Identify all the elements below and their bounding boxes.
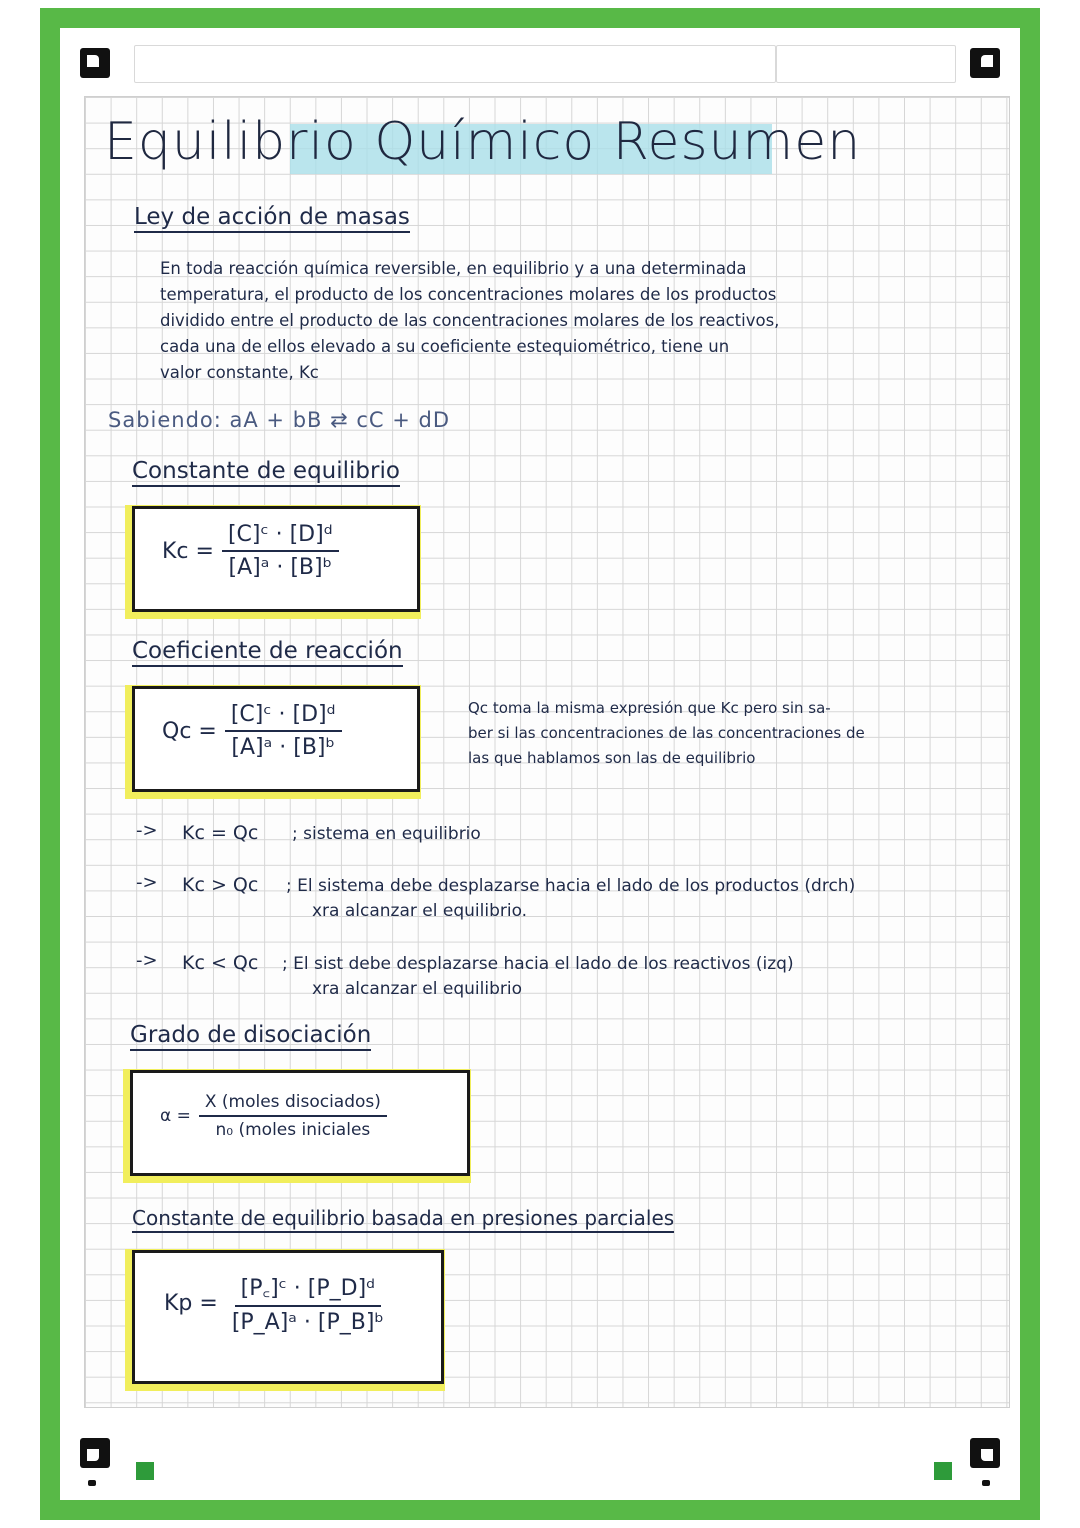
corner-marker-icon: [970, 48, 1000, 78]
green-square-icon: [934, 1462, 952, 1480]
formula-numerator: [C]ᶜ · [D]ᵈ: [225, 702, 342, 732]
corner-marker-icon: [970, 1438, 1000, 1468]
formula-lhs: Kp =: [164, 1291, 218, 1316]
condition-text: xra alcanzar el equilibrio.: [312, 901, 528, 921]
formula-lhs: Qc =: [162, 718, 217, 744]
formula-kc: [162, 522, 339, 580]
note-line: las que hablamos son las de equilibrio: [468, 749, 756, 767]
formula-denominator: [A]ᵃ · [B]ᵇ: [228, 555, 333, 580]
condition-relation: Kc = Qc: [182, 822, 259, 844]
condition-relation: Kc < Qc: [182, 952, 259, 974]
arrow-icon: ->: [136, 872, 158, 893]
formula-numerator: [P꜀]ᶜ · [P_D]ᵈ: [235, 1272, 381, 1307]
formula-lhs: Kc =: [162, 538, 214, 564]
heading-ley-accion-masas: Ley de acción de masas: [134, 204, 410, 233]
formula-denominator: [A]ᵃ · [B]ᵇ: [231, 735, 335, 760]
paragraph-line: En toda reacción química reversible, en equilibrio y a una determinada: [160, 259, 747, 278]
page-title: Equilibrio Químico Resumen: [104, 112, 862, 172]
green-square-icon: [136, 1462, 154, 1480]
corner-marker-icon: [80, 48, 110, 78]
paragraph-line: temperatura, el producto de los concentraciones molares de los productos: [160, 285, 777, 304]
condition-text: xra alcanzar el equilibrio: [312, 979, 522, 999]
condition-relation: Kc > Qc: [182, 874, 259, 896]
ley-paragraph: [160, 256, 1005, 386]
heading-grado-disociacion: Grado de disociación: [130, 1022, 371, 1051]
header-field-right: [776, 45, 956, 83]
formula-numerator: X (moles disociados): [199, 1092, 387, 1117]
heading-coeficiente-reaccion: Coeficiente de reacción: [132, 638, 403, 667]
arrow-icon: ->: [136, 950, 158, 971]
reaction-equation: Sabiendo: aA + bB ⇄ cC + dD: [108, 408, 451, 432]
formula-denominator: [P_A]ᵃ · [P_B]ᵇ: [231, 1310, 384, 1335]
paragraph-line: valor constante, Kc: [160, 363, 319, 382]
condition-text: ; El sistema debe desplazarse hacia el lado de los productos (drch): [286, 876, 856, 896]
qc-note: [468, 696, 988, 771]
corner-tick-icon: [982, 1480, 990, 1486]
formula-qc: [162, 702, 342, 760]
corner-tick-icon: [88, 1480, 96, 1486]
formula-lhs: α =: [160, 1106, 191, 1126]
condition-text: ; El sist debe desplazarse hacia el lado de los reactivos (izq): [282, 954, 794, 974]
formula-numerator: [C]ᶜ · [D]ᵈ: [222, 522, 339, 552]
heading-constante-presiones: Constante de equilibrio basada en presiones parciales: [132, 1206, 674, 1233]
heading-constante-equilibrio: Constante de equilibrio: [132, 458, 400, 487]
corner-marker-icon: [80, 1438, 110, 1468]
condition-text: ; sistema en equilibrio: [292, 824, 481, 844]
header-field-left: [134, 45, 776, 83]
paragraph-line: cada una de ellos elevado a su coeficiente estequiométrico, tiene un: [160, 337, 730, 356]
note-line: Qc toma la misma expresión que Kc pero sin sa-: [468, 699, 831, 717]
formula-alpha: [160, 1092, 387, 1140]
note-line: ber si las concentraciones de las concentraciones de: [468, 724, 865, 742]
paragraph-line: dividido entre el producto de las concentraciones molares de los reactivos,: [160, 311, 780, 330]
arrow-icon: ->: [136, 820, 158, 841]
formula-kp: [164, 1272, 390, 1335]
formula-denominator: n₀ (moles iniciales: [215, 1120, 371, 1140]
